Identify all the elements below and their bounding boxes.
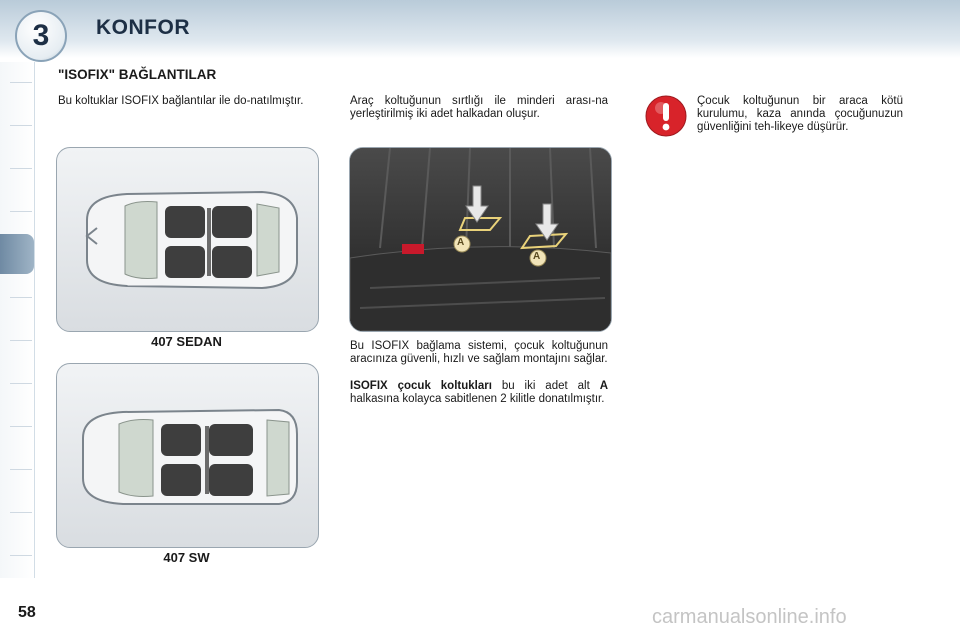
tab-divider: [10, 82, 32, 83]
tab-divider: [10, 426, 32, 427]
sw-illustration: [56, 363, 319, 548]
marker-a-label: A: [533, 251, 541, 262]
tab-divider: [10, 383, 32, 384]
isofix-description: Araç koltuğunun sırtlığı ile minderi arası-na yerleştirilmiş iki adet halkadan oluşur.: [350, 95, 608, 120]
intro-text: Bu koltuklar ISOFIX bağlantılar ile do-natılmıştır.: [58, 95, 304, 107]
sedan-illustration: [56, 147, 319, 332]
sedan-car-top-view: [57, 148, 318, 331]
tab-divider: [10, 340, 32, 341]
marker-a-label: A: [457, 237, 465, 248]
ring-letter: A: [599, 380, 608, 392]
section-heading: "ISOFIX" BAĞLANTILAR: [58, 67, 217, 82]
isofix-seat-text: [350, 380, 608, 406]
active-chapter-tab[interactable]: [0, 234, 34, 274]
isofix-seat-text-part: halkasına kolayca sabitlenen 2 kilitle donatılmıştır.: [350, 393, 605, 405]
sw-car-top-view: [57, 364, 318, 547]
tab-divider: [10, 297, 32, 298]
watermark: carmanualsonline.info: [652, 606, 847, 628]
isofix-seat-bold: ISOFIX çocuk koltukları: [350, 380, 492, 392]
rear-seat-isofix-illustration: [350, 148, 611, 331]
isofix-seat-photo: [349, 147, 612, 332]
tab-divider: [10, 125, 32, 126]
warning-exclamation-icon: [645, 95, 687, 137]
tab-divider: [10, 512, 32, 513]
isofix-seat-text-part: bu iki adet alt: [491, 380, 600, 392]
page-number: 58: [18, 604, 36, 621]
isofix-benefit-text: Bu ISOFIX bağlama sistemi, çocuk koltuğunun aracınıza güvenli, hızlı ve sağlam montajını sağlar.: [350, 340, 608, 365]
tab-divider: [10, 555, 32, 556]
tab-divider: [10, 211, 32, 212]
tab-divider: [10, 168, 32, 169]
chapter-number-badge: 3: [15, 10, 67, 62]
sw-caption: 407 SW: [163, 550, 210, 565]
chapter-title: KONFOR: [96, 16, 190, 39]
tab-divider: [10, 469, 32, 470]
warning-text: Çocuk koltuğunun bir araca kötü kurulumu, kaza anında çocuğunuzun güvenliğini teh-likeye düşürür.: [697, 95, 903, 133]
chapter-tab-strip: [0, 62, 35, 578]
sedan-caption: 407 SEDAN: [151, 334, 222, 349]
